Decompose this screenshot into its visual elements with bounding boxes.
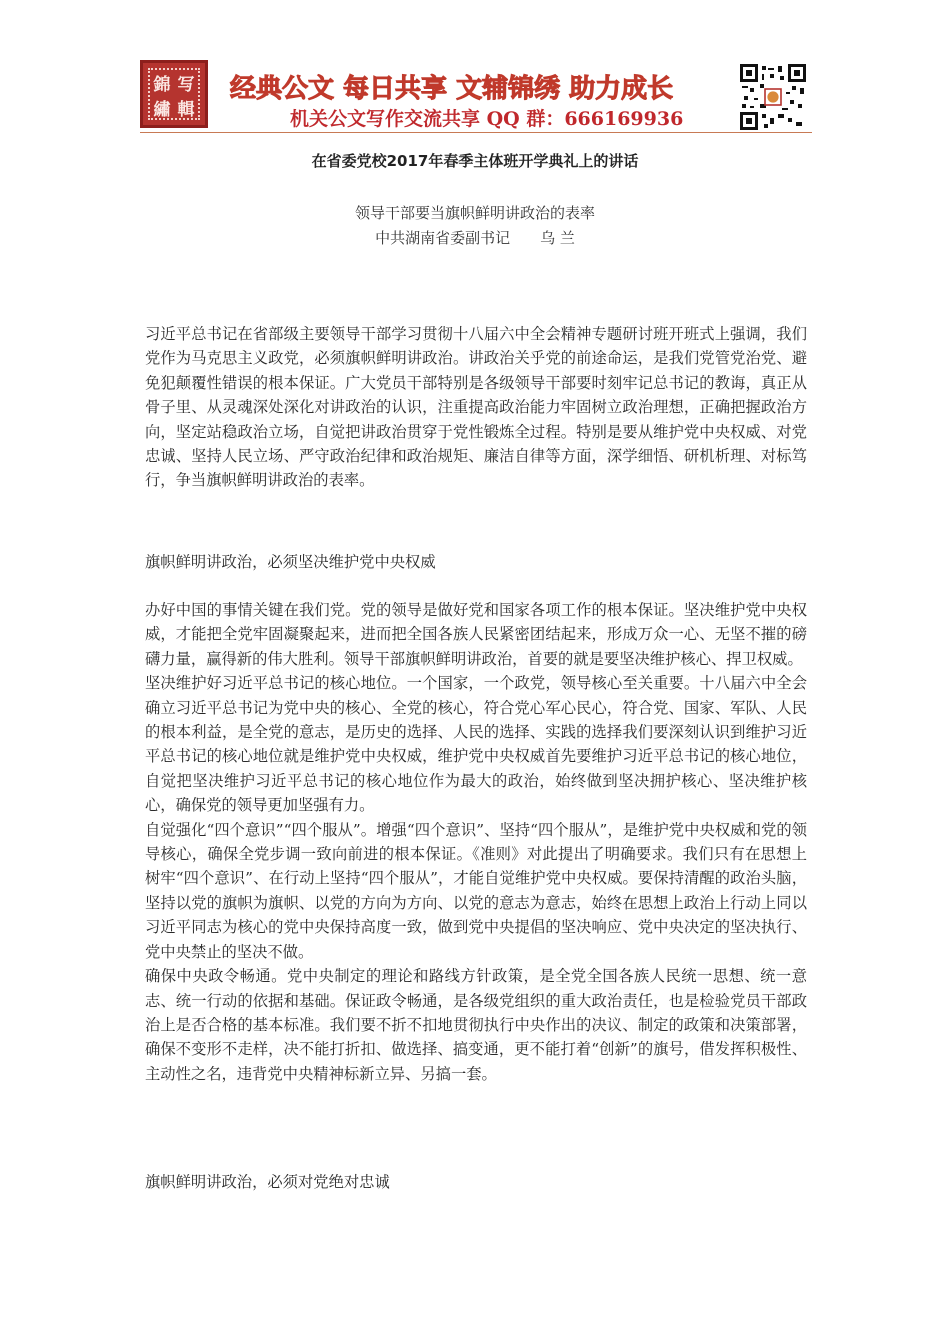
logo-char: 錦 — [153, 75, 171, 95]
paragraph: 自觉强化“四个意识”“四个服从”。增强“四个意识”、坚持“四个服从”，是维护党中央权威和党的领导核心，确保全党步调一致向前进的根本保证。《准则》对此提出了明确要求。我们只有在思想上树牢“四个意识”、在行动上坚持“四个服从”，才能自觉维护党中央权威。要保持清醒的政治头脑，坚持以党的旗帜为旗帜、以党的方向为方向、以党的意志为意志，始终在思想上政治上行动上同以习近平同志为核心的党中央保持高度一致，做到党中央提倡的坚决响应、党中央决定的坚决执行、党中央禁止的坚决不做。 — [145, 820, 807, 961]
section-heading: 旗帜鲜明讲政治，必须对党绝对忠诚 — [145, 1173, 390, 1191]
section-heading: 旗帜鲜明讲政治，必须坚决维护党中央权威 — [145, 553, 436, 571]
document-author: 中共湖南省委副书记 乌 兰 — [375, 229, 575, 247]
document-subtitle: 领导干部要当旗帜鲜明讲政治的表率 — [354, 204, 595, 222]
qr-code-icon — [740, 64, 806, 130]
header-slogan: 经典公文 每日共享 文辅锦绣 助力成长 — [230, 74, 674, 104]
header-divider — [140, 132, 812, 133]
logo-char: 輯 — [177, 100, 195, 120]
logo-char: 写 — [177, 75, 195, 95]
intro-paragraph — [145, 322, 807, 493]
document-header — [140, 60, 812, 136]
document-title: 在省委党校2017年春季主体班开学典礼上的讲话 — [311, 152, 639, 170]
section-body — [145, 598, 807, 1086]
paragraph: 确保中央政令畅通。党中央制定的理论和路线方针政策，是全党全国各族人民统一思想、统一意志、统一行动的依据和基础。保证政令畅通，是各级党组织的重大政治责任，也是检验党员干部政治上是否合格的基本标准。我们要不折不扣地贯彻执行中央作出的决议、制定的政策和决策部署，确保不变形不走样，决不能打折扣、做选择、搞变通，更不能打着“创新”的旗号，借发挥积极性、主动性之名，违背党中央精神标新立异、另搞一套。 — [145, 967, 807, 1083]
seal-logo — [140, 60, 208, 128]
logo-char: 繡 — [153, 100, 171, 120]
paragraph: 办好中国的事情关键在我们党。党的领导是做好党和国家各项工作的根本保证。坚决维护党中央权威，才能把全党牢固凝聚起来，进而把全国各族人民紧密团结起来，形成万众一心、无坚不摧的磅礴力量，赢得新的伟大胜利。领导干部旗帜鲜明讲政治，首要的就是要坚决维护核心、捍卫权威。 — [145, 601, 807, 668]
paragraph: 坚决维护好习近平总书记的核心地位。一个国家，一个政党，领导核心至关重要。十八届六中全会确立习近平总书记为党中央的核心、全党的核心，符合党心军心民心，符合党、国家、军队、人民的根本利益，是全党的意志，是历史的选择、人民的选择、实践的选择我们要深刻认识到维护习近平总书记的核心地位就是维护党中央权威，维护党中央权威首先要维护习近平总书记的核心地位，自觉把坚决维护习近平总书记的核心地位作为最大的政治，始终做到坚决拥护核心、坚决维护核心，确保党的领导更加坚强有力。 — [145, 674, 807, 815]
qq-group-line: 机关公文写作交流共享 QQ 群：666169936 — [290, 108, 684, 130]
paragraph: 习近平总书记在省部级主要领导干部学习贯彻十八届六中全会精神专题研讨班开班式上强调，我们党作为马克思主义政党，必须旗帜鲜明讲政治。讲政治关乎党的前途命运，是我们党管党治党、避免犯颠覆性错误的根本保证。广大党员干部特别是各级领导干部要时刻牢记总书记的教诲，真正从骨子里、从灵魂深处深化对讲政治的认识，注重提高政治能力牢固树立政治理想，正确把握政治方向，坚定站稳政治立场，自觉把讲政治贯穿于党性锻炼全过程。特别是要从维护党中央权威、对党忠诚、坚持人民立场、严守政治纪律和政治规矩、廉洁自律等方面，深学细悟、研机析理、对标笃行，争当旗帜鲜明讲政治的表率。 — [145, 325, 807, 490]
